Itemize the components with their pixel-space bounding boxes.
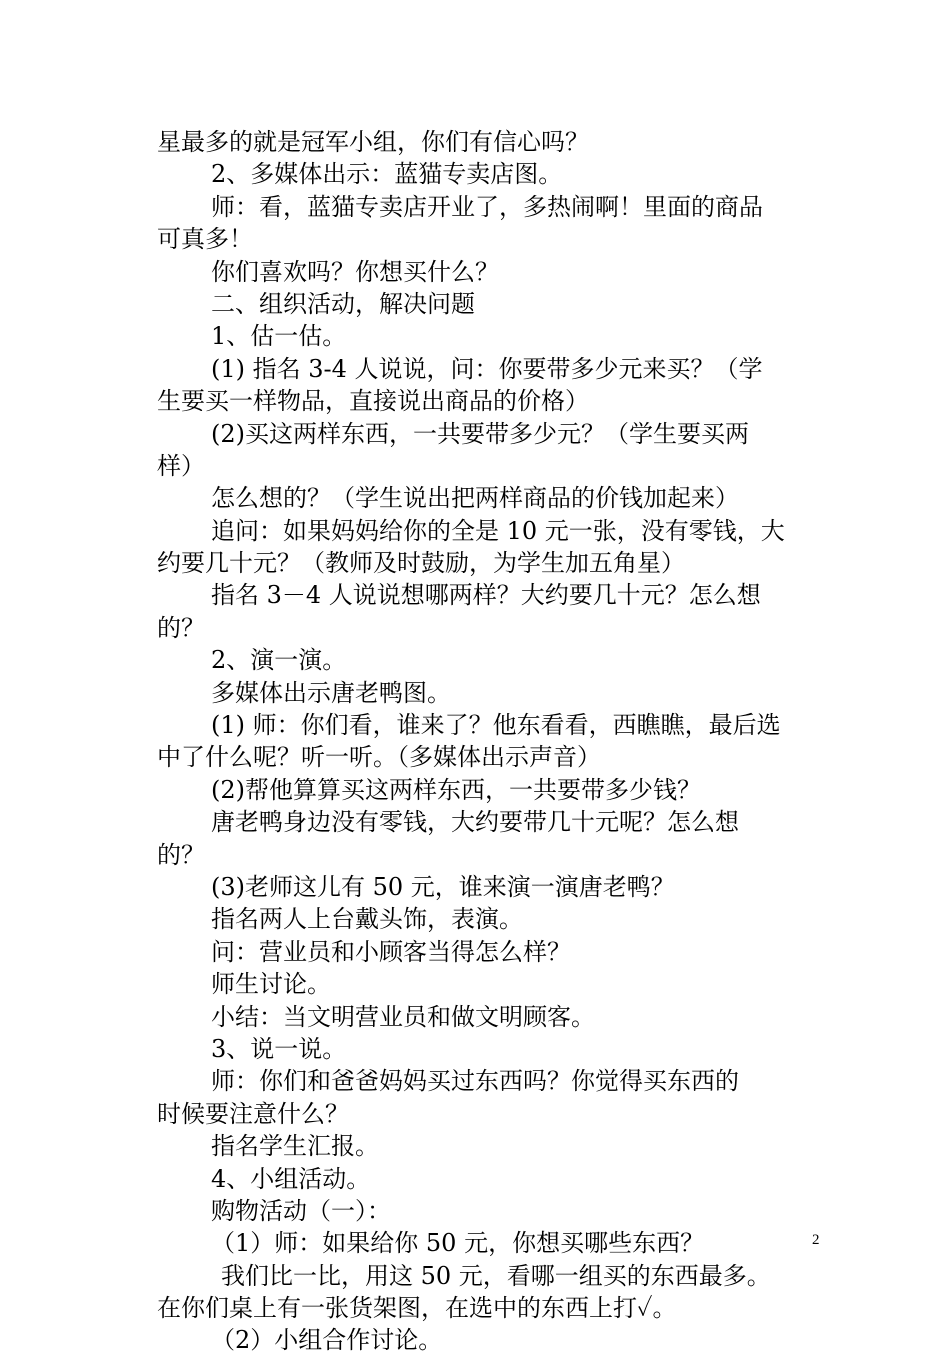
paragraph-line: 师生讨论。 [211,970,331,999]
paragraph-line: 师：看，蓝猫专卖店开业了，多热闹啊！里面的商品 [211,192,763,221]
paragraph-line: (1) 师：你们看，谁来了？他东看看，西瞧瞧，最后选 [211,711,781,740]
paragraph-line: 约要几十元？（教师及时鼓励，为学生加五角星） [157,549,685,578]
paragraph-line: 多媒体出示唐老鸭图。 [211,678,451,707]
paragraph-line: （2）小组合作讨论。 [211,1326,443,1355]
subsection-heading: 3、说一说。 [211,1034,347,1063]
page-number: 2 [812,1232,820,1248]
paragraph-line: 小结：当文明营业员和做文明顾客。 [211,1002,595,1031]
paragraph-line: 在你们桌上有一张货架图，在选中的东西上打✓。 [157,1294,677,1323]
subsection-heading: 4、小组活动。 [211,1164,371,1193]
paragraph-line: 星最多的就是冠军小组，你们有信心吗？ [157,128,589,156]
paragraph-line: 可真多！ [157,225,253,254]
paragraph-line: 2、多媒体出示：蓝猫专卖店图。 [211,160,563,189]
paragraph-line: 指名两人上台戴头饰，表演。 [211,905,523,934]
subsection-heading: 1、估一估。 [211,322,347,351]
paragraph-line: 时候要注意什么？ [157,1099,349,1128]
paragraph-line: 的？ [157,840,205,869]
paragraph-line: 中了什么呢？听一听。（多媒体出示声音） [157,743,601,772]
subsection-heading: 2、演一演。 [211,646,347,675]
paragraph-line: 怎么想的？（学生说出把两样商品的价钱加起来） [211,484,739,513]
paragraph-line: 指名 3－4 人说说想哪两样？大约要几十元？怎么想 [211,581,761,610]
paragraph-line: 购物活动（一）： [211,1196,391,1225]
paragraph-line: 我们比一比，用这 50 元，看哪一组买的东西最多。 [221,1261,771,1290]
paragraph-line: 你们喜欢吗？你想买什么？ [211,257,499,286]
paragraph-line: (2)买这两样东西，一共要带多少元？（学生要买两 [211,419,749,448]
paragraph-line: 的？ [157,613,205,642]
paragraph-line: (2)帮他算算买这两样东西，一共要带多少钱？ [211,775,701,804]
section-heading: 二、组织活动，解决问题 [211,289,475,318]
paragraph-line: 样） [157,451,205,480]
paragraph-line: 问：营业员和小顾客当得怎么样？ [211,937,571,966]
paragraph-line: （1）师：如果给你 50 元，你想买哪些东西？ [211,1229,705,1258]
paragraph-line: (3)老师这儿有 50 元，谁来演一演唐老鸭？ [211,872,675,901]
paragraph-line: (1) 指名 3-4 人说说，问：你要带多少元来买？（学 [211,354,763,383]
paragraph-line: 唐老鸭身边没有零钱，大约要带几十元呢？怎么想 [211,808,739,837]
paragraph-line: 师：你们和爸爸妈妈买过东西吗？你觉得买东西的 [211,1067,739,1096]
paragraph-line: 生要买一样物品，直接说出商品的价格） [157,387,589,416]
body-text [157,126,823,1357]
paragraph-line: 指名学生汇报。 [211,1132,379,1161]
paragraph-line: 追问：如果妈妈给你的全是 10 元一张，没有零钱，大 [211,516,785,545]
